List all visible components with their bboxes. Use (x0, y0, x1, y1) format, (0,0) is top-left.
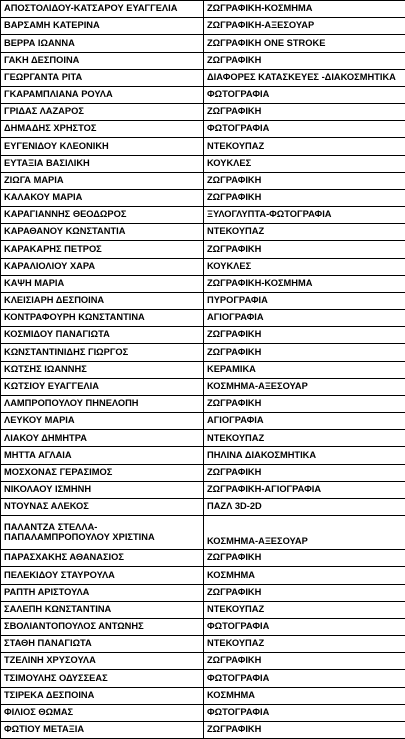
participant-name-cell: ΔΗΜΑΔΗΣ ΧΡΗΣΤΟΣ (1, 121, 204, 138)
craft-category-cell: ΔΙΑΦΟΡΕΣ ΚΑΤΑΣΚΕΥΕΣ -ΔΙΑΚΟΣΜΗΤΙΚΑ (204, 69, 405, 86)
table-row (1, 344, 405, 361)
table-row (1, 704, 405, 721)
participant-name-cell: ΓΚΑΡΑΜΠΛΙΑΝΑ ΡΟΥΛΑ (1, 86, 204, 103)
participant-name-cell: ΠΑΛΑΝΤΖΑ ΣΤΕΛΛΑ- ΠΑΠΑΛΑΜΠΡΟΠΟΥΛΟΥ ΧΡΙΣΤΙΝΑ (1, 516, 204, 550)
participant-name-cell: ΦΩΤΙΟΥ ΜΕΤΑΞΙΑ (1, 721, 204, 738)
table-row (1, 86, 405, 103)
table-row (1, 104, 405, 121)
participant-name-cell: ΚΟΝΤΡΑΦΟΥΡΗ ΚΩΝΣΤΑΝΤΙΝΑ (1, 310, 204, 327)
table-row (1, 138, 405, 155)
craft-category-cell: ΖΩΓΡΑΦΙΚΗ (204, 172, 405, 189)
participant-name-cell: ΖΙΩΓΑ ΜΑΡΙΑ (1, 172, 204, 189)
table-row (1, 121, 405, 138)
craft-category-cell: ΦΩΤΟΓΡΑΦΙΑ (204, 86, 405, 103)
table-row (1, 601, 405, 618)
participant-name-cell: ΚΩΝΣΤΑΝΤΙΝΙΔΗΣ ΓΙΩΡΓΟΣ (1, 344, 204, 361)
craft-category-cell: ΚΟΥΚΛΕΣ (204, 258, 405, 275)
craft-category-cell: ΝΤΕΚΟΥΠΑΖ (204, 430, 405, 447)
table-row (1, 721, 405, 738)
participant-name-cell: ΚΑΡΑΓΙΑΝΝΗΣ ΘΕΟΔΩΡΟΣ (1, 207, 204, 224)
craft-category-cell: ΚΟΥΚΛΕΣ (204, 155, 405, 172)
craft-category-cell: ΖΩΓΡΑΦΙΚΗ (204, 344, 405, 361)
craft-category-cell: ΖΩΓΡΑΦΙΚΗ-ΚΟΣΜΗΜΑ (204, 1, 405, 18)
table-row (1, 258, 405, 275)
craft-category-cell: ΚΟΣΜΗΜΑ-ΑΞΕΣΟΥΑΡ (204, 378, 405, 395)
table-row (1, 636, 405, 653)
table-row (1, 172, 405, 189)
participant-name-cell: ΛΑΜΠΡΟΠΟΥΛΟΥ ΠΗΝΕΛΟΠΗ (1, 395, 204, 412)
table-row (1, 687, 405, 704)
table-row (1, 498, 405, 515)
participant-name-cell: ΕΥΓΕΝΙΔΟΥ ΚΛΕΟΝΙΚΗ (1, 138, 204, 155)
table-row (1, 413, 405, 430)
craft-category-cell: ΠΗΛΙΝΑ ΔΙΑΚΟΣΜΗΤΙΚΑ (204, 447, 405, 464)
participant-name-cell: ΚΑΛΑΚΟΥ ΜΑΡΙΑ (1, 189, 204, 206)
table-row (1, 481, 405, 498)
table-row (1, 292, 405, 309)
craft-category-cell: ΑΓΙΟΓΡΑΦΙΑ (204, 310, 405, 327)
participants-table-body (1, 1, 405, 739)
craft-category-cell: ΝΤΕΚΟΥΠΑΖ (204, 636, 405, 653)
table-row (1, 155, 405, 172)
participant-name-cell: ΒΑΡΣΑΜΗ ΚΑΤΕΡΙΝΑ (1, 18, 204, 35)
table-row (1, 584, 405, 601)
participant-name-cell: ΚΑΡΑΘΑΝΟΥ ΚΩΝΣΤΑΝΤΙΑ (1, 224, 204, 241)
participant-name-cell: ΚΑΡΑΛΙΟΛΙΟΥ ΧΑΡΑ (1, 258, 204, 275)
participant-name-cell: ΓΕΩΡΓΑΝΤΑ ΡΙΤΑ (1, 69, 204, 86)
participant-name-cell: ΝΤΟΥΝΑΣ ΑΛΕΚΟΣ (1, 498, 204, 515)
table-row (1, 35, 405, 52)
participant-name-cell: ΠΑΡΑΣΧΑΚΗΣ ΑΘΑΝΑΣΙΟΣ (1, 550, 204, 567)
participant-name-cell: ΓΡΙΔΑΣ ΛΑΖΑΡΟΣ (1, 104, 204, 121)
participant-name-cell: ΣΑΛΕΠΗ ΚΩΝΣΤΑΝΤΙΝΑ (1, 601, 204, 618)
participant-name-cell: ΕΥΤΑΞΙΑ ΒΑΣΙΛΙΚΗ (1, 155, 204, 172)
table-row (1, 670, 405, 687)
participant-name-cell: ΣΤΑΘΗ ΠΑΝΑΓΙΩΤΑ (1, 636, 204, 653)
craft-category-cell: ΖΩΓΡΑΦΙΚΗ (204, 464, 405, 481)
table-row (1, 516, 405, 550)
craft-category-cell: ΦΩΤΟΓΡΑΦΙΑ (204, 618, 405, 635)
craft-category-cell: ΝΤΕΚΟΥΠΑΖ (204, 224, 405, 241)
table-row (1, 52, 405, 69)
table-row (1, 430, 405, 447)
craft-category-cell: ΑΓΙΟΓΡΑΦΙΑ (204, 413, 405, 430)
table-row (1, 447, 405, 464)
craft-category-cell: ΖΩΓΡΑΦΙΚΗ (204, 584, 405, 601)
participant-name-cell: ΤΖΕΛΙΝΗ ΧΡΥΣΟΥΛΑ (1, 653, 204, 670)
table-row (1, 361, 405, 378)
table-row (1, 224, 405, 241)
craft-category-cell: ΝΤΕΚΟΥΠΑΖ (204, 601, 405, 618)
table-row (1, 189, 405, 206)
craft-category-cell: ΞΥΛΟΓΛΥΠΤΑ-ΦΩΤΟΓΡΑΦΙΑ (204, 207, 405, 224)
participant-name-cell: ΡΑΠΤΗ ΑΡΙΣΤΟΥΛΑ (1, 584, 204, 601)
participant-name-cell: ΚΑΡΑΚΑΡΗΣ ΠΕΤΡΟΣ (1, 241, 204, 258)
craft-category-cell: ΠΑΖΛ 3D-2D (204, 498, 405, 515)
participant-name-cell: ΚΛΕΙΣΙΑΡΗ ΔΕΣΠΟΙΝΑ (1, 292, 204, 309)
craft-category-cell: ΖΩΓΡΑΦΙΚΗ (204, 241, 405, 258)
table-row (1, 327, 405, 344)
participant-name-cell: ΛΕΥΚΟΥ ΜΑΡΙΑ (1, 413, 204, 430)
participant-name-cell: ΠΕΛΕΚΙΔΟΥ ΣΤΑΥΡΟΥΛΑ (1, 567, 204, 584)
craft-category-cell: ΚΟΣΜΗΜΑ (204, 687, 405, 704)
table-row (1, 275, 405, 292)
craft-category-cell: ΚΟΣΜΗΜΑ (204, 567, 405, 584)
participant-name-cell: ΝΙΚΟΛΑΟΥ ΙΣΜΗΝΗ (1, 481, 204, 498)
table-row (1, 550, 405, 567)
table-row (1, 653, 405, 670)
craft-category-cell: ΖΩΓΡΑΦΙΚΗ (204, 52, 405, 69)
participant-name-cell: ΤΣΙΡΕΚΑ ΔΕΣΠΟΙΝΑ (1, 687, 204, 704)
participant-name-cell: ΣΒΟΛΙΑΝΤΟΠΟΥΛΟΣ ΑΝΤΩΝΗΣ (1, 618, 204, 635)
craft-category-cell: ΖΩΓΡΑΦΙΚΗ-ΚΟΣΜΗΜΑ (204, 275, 405, 292)
participant-name-cell: ΑΠΟΣΤΟΛΙΔΟΥ-ΚΑΤΣΑΡΟΥ ΕΥΑΓΓΕΛΙΑ (1, 1, 204, 18)
participant-name-cell: ΒΕΡΡΑ ΙΩΑΝΝΑ (1, 35, 204, 52)
participant-name-cell: ΛΙΑΚΟΥ ΔΗΜΗΤΡΑ (1, 430, 204, 447)
table-row (1, 464, 405, 481)
craft-category-cell: ΖΩΓΡΑΦΙΚΗ (204, 189, 405, 206)
participant-name-cell: ΚΩΤΣΙΟΥ ΕΥΑΓΓΕΛΙΑ (1, 378, 204, 395)
participant-name-cell: ΤΣΙΜΟΥΛΗΣ ΟΔΥΣΣΕΑΣ (1, 670, 204, 687)
craft-category-cell: ΠΥΡΟΓΡΑΦΙΑ (204, 292, 405, 309)
participant-name-cell: ΚΟΣΜΙΔΟΥ ΠΑΝΑΓΙΩΤΑ (1, 327, 204, 344)
table-row (1, 618, 405, 635)
table-row (1, 310, 405, 327)
table-row (1, 567, 405, 584)
craft-category-cell: ΦΩΤΟΓΡΑΦΙΑ (204, 121, 405, 138)
table-row (1, 18, 405, 35)
table-row (1, 395, 405, 412)
craft-category-cell: ΖΩΓΡΑΦΙΚΗ (204, 104, 405, 121)
craft-category-cell: ΖΩΓΡΑΦΙΚΗ (204, 721, 405, 738)
craft-category-cell: ΦΩΤΟΓΡΑΦΙΑ (204, 670, 405, 687)
participant-name-cell: ΚΩΤΣΗΣ ΙΩΑΝΝΗΣ (1, 361, 204, 378)
participant-name-cell: ΚΑΨΗ ΜΑΡΙΑ (1, 275, 204, 292)
participant-name-cell: ΓΑΚΗ ΔΕΣΠΟΙΝΑ (1, 52, 204, 69)
participant-name-cell: ΜΟΣΧΟΝΑΣ ΓΕΡΑΣΙΜΟΣ (1, 464, 204, 481)
craft-category-cell: ΦΩΤΟΓΡΑΦΙΑ (204, 704, 405, 721)
table-row (1, 207, 405, 224)
craft-category-cell: ΚΕΡΑΜΙΚΑ (204, 361, 405, 378)
table-row (1, 241, 405, 258)
table-row (1, 1, 405, 18)
craft-category-cell: ΚΟΣΜΗΜΑ-ΑΞΕΣΟΥΑΡ (204, 516, 405, 550)
craft-category-cell: ΝΤΕΚΟΥΠΑΖ (204, 138, 405, 155)
craft-category-cell: ΖΩΓΡΑΦΙΚΗ ONE STROKE (204, 35, 405, 52)
craft-category-cell: ΖΩΓΡΑΦΙΚΗ (204, 395, 405, 412)
craft-category-cell: ΖΩΓΡΑΦΙΚΗ-ΑΓΙΟΓΡΑΦΙΑ (204, 481, 405, 498)
table-row (1, 69, 405, 86)
participant-name-cell: ΜΗΤΤΑ ΑΓΛΑΙΑ (1, 447, 204, 464)
participant-name-cell: ΦΙΛΙΟΣ ΘΩΜΑΣ (1, 704, 204, 721)
table-row (1, 378, 405, 395)
craft-category-cell: ΖΩΓΡΑΦΙΚΗ (204, 550, 405, 567)
craft-category-cell: ΖΩΓΡΑΦΙΚΗ-ΑΞΕΣΟΥΑΡ (204, 18, 405, 35)
craft-category-cell: ΖΩΓΡΑΦΙΚΗ (204, 327, 405, 344)
craft-category-cell: ΖΩΓΡΑΦΙΚΗ (204, 653, 405, 670)
